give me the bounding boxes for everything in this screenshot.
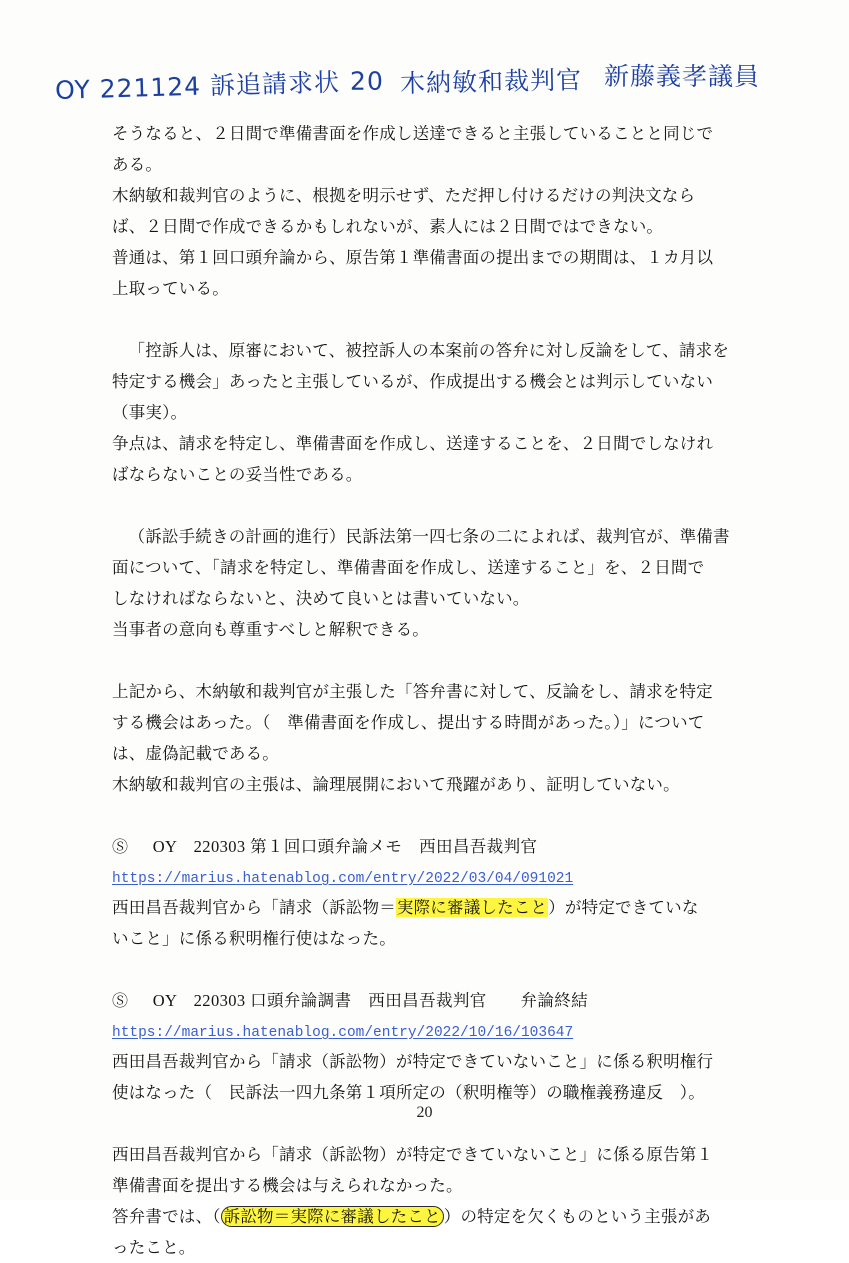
paragraph-6-line-2: 面について、「請求を特定し、準備書面を作成し、送達すること」を、２日間で (112, 558, 705, 577)
section-marker-icon: Ⓢ (112, 839, 129, 856)
reference-1-body-line-1 (112, 892, 787, 923)
paragraph-1-line-2: ある。 (112, 155, 163, 174)
reference-2-url-link[interactable]: https://marius.hatenablog.com/entry/2022/10/16/103647 (112, 1025, 574, 1041)
closing-line-2: 準備書面を提出する機会は与えられなかった。 (112, 1176, 463, 1195)
closing-post: ）の特定を欠くものという主張があ (443, 1207, 711, 1226)
paragraph-5-line-1: 争点は、請求を特定し、準備書面を作成し、送達することを、２日間でしなけれ (112, 434, 714, 453)
reference-1-url-link[interactable]: https://marius.hatenablog.com/entry/2022/03/04/091021 (112, 871, 574, 887)
paragraph-5-line-2: ばならないことの妥当性である。 (112, 465, 363, 484)
paragraph-2-line-1: 木納敏和裁判官のように、根拠を明示せず、ただ押し付けるだけの判決文なら (112, 186, 696, 205)
paragraph-6-line-3: しなければならないと、決めて良いとは書いていない。 (112, 589, 530, 608)
reference-1-title-line (112, 831, 787, 863)
closing-line-4: ったこと。 (112, 1238, 196, 1257)
paragraph-6-line-1: （訴訟手続きの計画的進行）民訴法第一四七条の二によれば、裁判官が、準備書 (128, 527, 730, 546)
closing-line-1: 西田昌吾裁判官から「請求（訴訟物）が特定できていないこと」に係る原告第１ (112, 1145, 714, 1164)
paragraph-spacer (112, 800, 787, 831)
paragraph-spacer (112, 304, 787, 335)
paragraph-4-line-3: （事実）。 (112, 403, 188, 422)
page-number: 20 (416, 1104, 433, 1121)
section-marker-icon: Ⓢ (112, 993, 129, 1010)
reference-1-title: OY 220303 第１回口頭弁論メモ 西田昌吾裁判官 (152, 837, 538, 856)
reference-2-title: OY 220303 口頭弁論調書 西田昌吾裁判官 弁論終結 (152, 991, 589, 1010)
reference-1-highlight: 実際に審議したこと (396, 898, 548, 917)
handwritten-header (54, 57, 795, 105)
handwritten-segment-3: 木納敏和裁判官 (399, 65, 583, 99)
reference-1-body-line-2: いこと」に係る釈明権行使はなった。 (112, 929, 396, 948)
paragraph-9-line-1: 木納敏和裁判官の主張は、論理展開において飛躍があり、証明していない。 (112, 775, 680, 794)
paragraph-spacer (112, 954, 787, 985)
handwritten-segment-4: 新藤義孝議員 (603, 61, 760, 91)
reference-1-body-post: ）が特定できていな (548, 898, 699, 917)
paragraph-4-line-1: 「控訴人は、原審において、被控訴人の本案前の答弁に対し反論をして、請求を (128, 341, 730, 360)
reference-2-title-line (112, 985, 787, 1017)
paragraph-3-line-2: 上取っている。 (112, 279, 229, 298)
reference-1-body-pre: 西田昌吾裁判官から「請求（訴訟物＝ (112, 898, 396, 917)
closing-line-3 (112, 1201, 787, 1232)
paragraph-spacer (112, 645, 787, 676)
paragraph-8-line-2: する機会はあった。（ 準備書面を作成し、提出する時間があった。）」について (112, 713, 705, 732)
paragraph-spacer (112, 490, 787, 521)
paragraph-8-line-1: 上記から、木納敏和裁判官が主張した「答弁書に対して、反論をし、請求を特定 (112, 682, 713, 701)
handwritten-segment-2: 20 (349, 66, 384, 96)
reference-2-body-line-2: 使はなった（ 民訴法一四九条第１項所定の（釈明権等）の職権義務違反 ）。 (112, 1083, 705, 1102)
paragraph-1-line-1: そうなると、２日間で準備書面を作成し送達できると主張していることと同じで (112, 124, 714, 143)
paragraph-8-line-3: は、虚偽記載である。 (112, 744, 279, 763)
paragraph-7-line-1: 当事者の意向も尊重すべしと解釈できる。 (112, 620, 429, 639)
document-body (112, 118, 787, 1263)
closing-highlight: 訴訟物＝実際に審議したこと (221, 1206, 444, 1227)
reference-2-url-line (112, 1017, 787, 1046)
paragraph-3-line-1: 普通は、第１回口頭弁論から、原告第１準備書面の提出までの期間は、１カ月以 (112, 248, 714, 267)
reference-2-body-line-1: 西田昌吾裁判官から「請求（訴訟物）が特定できていないこと」に係る釈明権行 (112, 1052, 714, 1071)
closing-pre: 答弁書では、（ (112, 1207, 221, 1226)
paragraph-4-line-2: 特定する機会」あったと主張しているが、作成提出する機会とは判示していない (112, 372, 714, 391)
reference-1-url-line (112, 863, 787, 892)
paragraph-2-line-2: ば、２日間で作成できるかもしれないが、素人には２日間ではできない。 (112, 217, 664, 236)
handwritten-segment-1: OY 221124 訴追請求状 (54, 67, 341, 105)
